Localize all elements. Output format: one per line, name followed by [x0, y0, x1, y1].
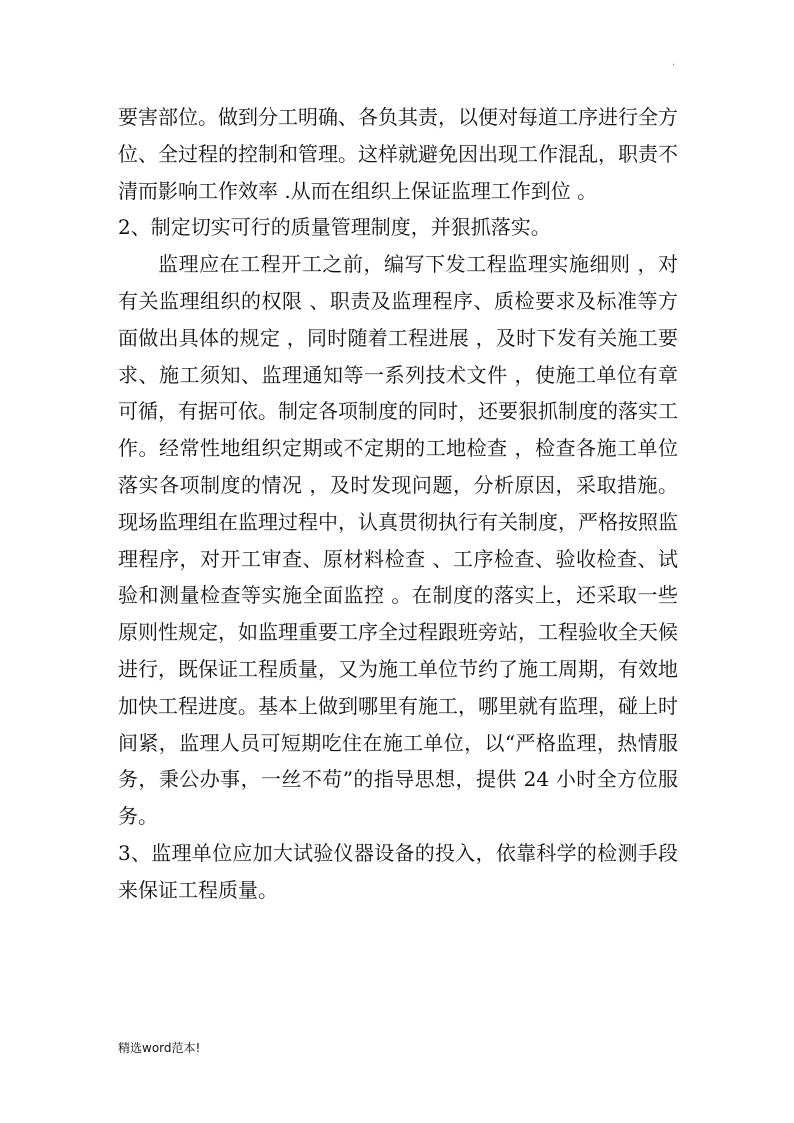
document-body	[118, 99, 678, 909]
header-mark: .	[672, 57, 676, 68]
section-heading-3: 3、监理单位应加大试验仪器设备的投入，依靠科学的检测手段来保证工程质量。	[118, 840, 678, 902]
section-heading-2: 2、制定切实可行的质量管理制度，并狠抓落实。	[118, 215, 551, 240]
paragraph-continuation: 要害部位。做到分工明确、各负其责，以便对每道工序进行全方位、全过程的控制和管理。这样就避免因出现工作混乱，职责不清而影响工作效率 .从而在组织上保证监理工作到位 。	[118, 105, 678, 203]
paragraph-supervision-rules: 监理应在工程开工之前，编写下发工程监理实施细则 ，对有关监理组织的权限 、职责及监理程序、质检要求及标准等方面做出具体的规定 ，同时随着工程进展 ，及时下发有关施工要求、施工须知、监理通知等一系列技术文件 ，使施工单位有章可循，有据可依。制定各项制度的同时，还要狠抓制度的落实工作。经常性地组织定期或不定期的工地检查 ，检查各施工单位落实各项制度的情况 ，及时发现问题，分析原因，采取措施。现场监理组在监理过程中，认真贯彻执行有关制度，严格按照监理程序，对开工审查、原材料检查 、工序检查、验收检查、试验和测量检查等实施全面监控 。在制度的落实上，还采取一些原则性规定，如监理重要工序全过程跟班旁站，工程验收全天候进行，既保证工程质量，又为施工单位节约了施工周期，有效地加快工程进度。基本上做到哪里有施工，哪里就有监理，碰上时间紧，监理人员可短期吃住在施工单位，以“严格监理，热情服务，秉公办事，一丝不苟”的指导思想，提供 24 小时全方位服务。	[118, 252, 678, 829]
page-footer: 精选word范本!	[118, 1041, 201, 1055]
